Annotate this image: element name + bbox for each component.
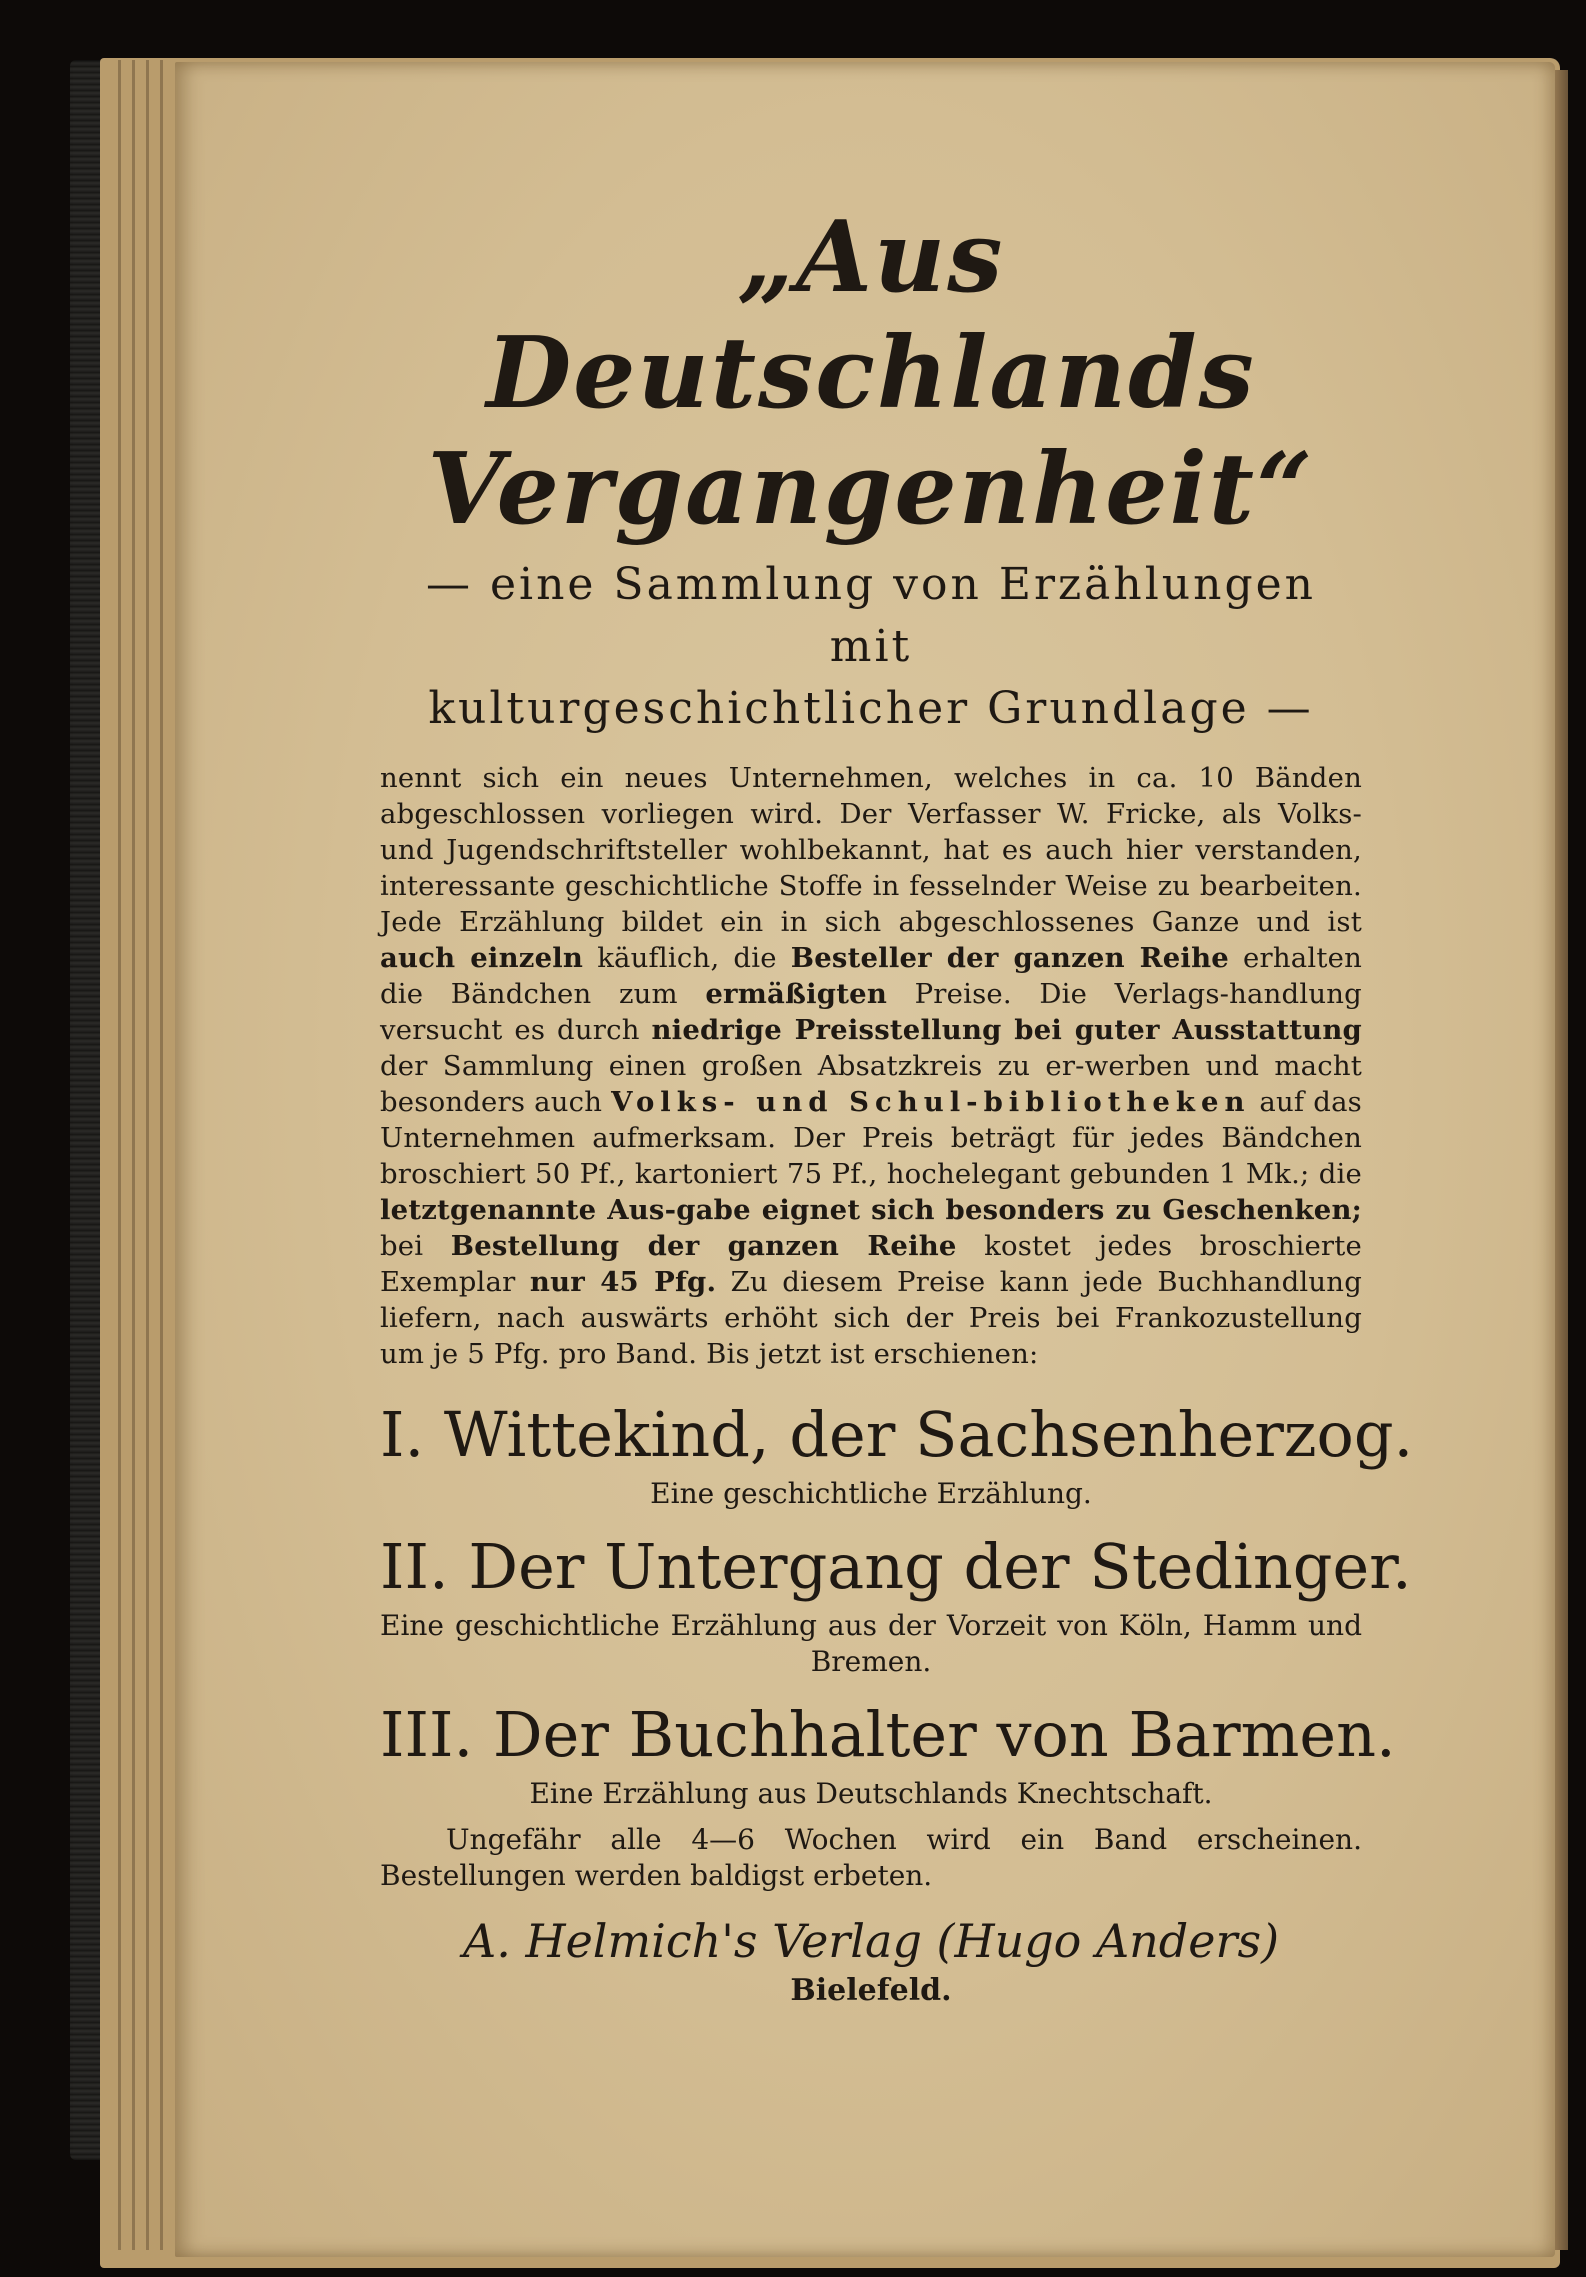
volume-title: II. Der Untergang der Stedinger. (380, 1530, 1412, 1603)
intro-text: auf das Unternehmen aufmerksam. Der Preis beträgt für jedes Bändchen broschiert 50 Pf., kartoniert 75 Pf., hochelegant gebunden 1 Mk.; die (380, 1086, 1362, 1190)
intro-text: Zu diesem Preise kann jede Buchhandlung liefern, nach auswärts erhöht sich der Preis bei Frankozustellung um je 5 Pfg. pro Band. Bis jetzt ist erschienen: (380, 1266, 1363, 1370)
intro-emphasis: niedrige Preisstellung bei guter Ausstattung (651, 1014, 1362, 1046)
series-title: „Aus Deutschlands Vergangenheit“ (427, 200, 1315, 547)
volume-title: I. Wittekind, der Sachsenherzog. (380, 1398, 1414, 1471)
intro-text: nennt sich ein neues Unternehmen, welches in ca. 10 Bänden abgeschlossen vorliegen wird. Der Verfasser W. Fricke, als Volks- und Jugendschriftsteller wohlbekannt, hat es auch hier verstanden, interessante geschichtliche Stoffe in fesselnder Weise zu bearbeiten. Jede Erzählung bildet ein in sich abgeschlossenes Ganze und ist (380, 762, 1362, 938)
publisher-city: Bielefeld. (790, 1973, 952, 2008)
advertisement-content (380, 200, 1414, 2010)
intro-emphasis: Volks- und Schul-bibliotheken (611, 1086, 1251, 1118)
intro-text: käuflich, die (597, 942, 777, 974)
page-edge (146, 60, 149, 2250)
intro-paragraph (380, 760, 1362, 1372)
volume-entry (380, 1526, 1412, 1680)
volume-entry (380, 1694, 1396, 1812)
intro-emphasis: Bestellung der ganzen Reihe (450, 1230, 957, 1262)
intro-emphasis: Besteller der ganzen Reihe (790, 942, 1229, 974)
intro-text: bei (380, 1230, 424, 1262)
volume-description: Eine Erzählung aus Deutschlands Knechtschaft. (529, 1777, 1213, 1810)
intro-text: der Sammlung einen großen Absatzkreis zu er-werben und macht besonders auch (380, 1050, 1362, 1118)
intro-text: erhalten die Bändchen zum (380, 942, 1362, 1010)
subtitle-line-1: — eine Sammlung von Erzählungen mit (425, 559, 1317, 672)
subtitle-line-2: kulturgeschichtlicher Grundlage — (428, 683, 1314, 734)
page-edge (118, 60, 121, 2250)
subtitle (380, 554, 1362, 740)
page-edge (160, 60, 163, 2250)
intro-emphasis: ermäßigten (705, 978, 888, 1010)
closing-note: Ungefähr alle 4—6 Wochen wird ein Band erscheinen. Bestellungen werden baldigst erbeten. (380, 1823, 1362, 1892)
volume-description: Eine geschichtliche Erzählung aus der Vorzeit von Köln, Hamm und Bremen. (380, 1609, 1362, 1678)
volume-description: Eine geschichtliche Erzählung. (650, 1477, 1092, 1510)
intro-text: kostet jedes broschierte Exemplar (380, 1230, 1362, 1298)
volume-title: III. Der Buchhalter von Barmen. (380, 1698, 1396, 1771)
intro-emphasis: auch einzeln (380, 942, 584, 974)
volume-entry (380, 1394, 1414, 1512)
publisher-name: A. Helmich's Verlag (Hugo Anders) (462, 1914, 1280, 1968)
intro-emphasis: nur 45 Pfg. (529, 1266, 717, 1298)
page-edge (132, 60, 135, 2250)
intro-emphasis: letztgenannte Aus-gabe eignet sich besonders zu Geschenken; (380, 1194, 1362, 1226)
intro-text: Preise. Die Verlags-handlung versucht es durch (380, 978, 1362, 1046)
